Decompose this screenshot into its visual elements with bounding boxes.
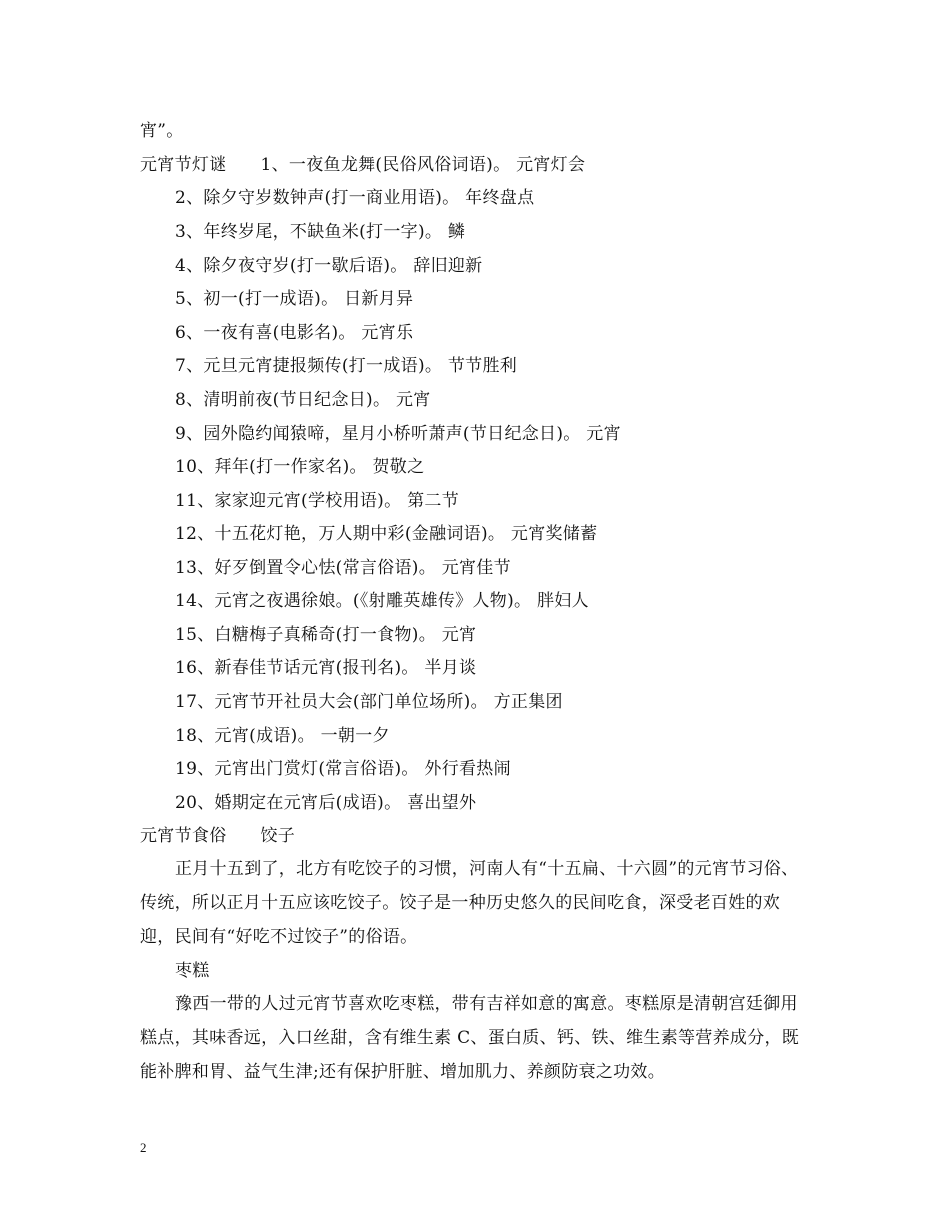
riddle-item: 19、元宵出门赏灯(常言俗语)。 外行看热闹 — [175, 759, 511, 779]
riddle-item: 12、十五花灯艳，万人期中彩(金融词语)。 元宵奖储蓄 — [175, 524, 598, 544]
riddle-item: 4、除夕夜守岁(打一歇后语)。 辞旧迎新 — [175, 256, 483, 276]
page-number: 2 — [140, 1140, 147, 1155]
paragraph-dumplings — [140, 852, 812, 954]
riddle-item: 16、新春佳节话元宵(报刊名)。 半月谈 — [175, 658, 477, 678]
riddle-item: 3、年终岁尾，不缺鱼米(打一字)。 鳞 — [175, 222, 466, 242]
riddle-item: 14、元宵之夜遇徐娘。(《射雕英雄传》人物)。 胖妇人 — [175, 591, 589, 611]
continued-text-line: 宵”。 — [140, 121, 184, 141]
riddle-item: 9、园外隐约闻猿啼，星月小桥听萧声(节日纪念日)。 元宵 — [175, 424, 621, 444]
riddle-item: 13、好歹倒置令心怯(常言俗语)。 元宵佳节 — [175, 558, 511, 578]
riddle-item: 17、元宵节开社员大会(部门单位场所)。 方正集团 — [175, 692, 563, 712]
riddle-item: 2、除夕守岁数钟声(打一商业用语)。 年终盘点 — [175, 188, 535, 208]
food-heading-line — [140, 825, 295, 847]
riddle-item: 7、元旦元宵捷报频传(打一成语)。 节节胜利 — [175, 356, 518, 376]
paragraph-text: 豫西一带的人过元宵节喜欢吃枣糕，带有吉祥如意的寓意。枣糕原是清朝宫廷御用糕点，其味香远，入口丝甜，含有维生素 C、蛋白质、钙、铁、维生素等营养成分，既能补脾和胃、益气生津;还有保护肝脏、增加肌力、养颜防衰之功效。 — [140, 994, 800, 1082]
food-title-dumplings: 饺子 — [260, 826, 296, 846]
paragraph-text: 正月十五到了，北方有吃饺子的习惯，河南人有“十五扁、十六圆”的元宵节习俗、传统，所以正月十五应该吃饺子。饺子是一种历史悠久的民间吃食，深受老百姓的欢迎，民间有“好吃不过饺子”的俗语。 — [140, 859, 799, 947]
riddle-item: 11、家家迎元宵(学校用语)。 第二节 — [175, 491, 459, 511]
riddle-item: 20、婚期定在元宵后(成语)。 喜出望外 — [175, 793, 477, 813]
riddle-heading-line — [140, 154, 585, 176]
riddle-item: 8、清明前夜(节日纪念日)。 元宵 — [175, 390, 431, 410]
riddle-item: 1、一夜鱼龙舞(民俗风俗词语)。 元宵灯会 — [260, 155, 586, 175]
food-title-jujube-cake: 枣糕 — [175, 961, 210, 981]
riddle-item: 15、白糖梅子真稀奇(打一食物)。 元宵 — [175, 625, 477, 645]
riddle-item: 18、元宵(成语)。 一朝一夕 — [175, 726, 390, 746]
section-heading-food: 元宵节食俗 — [140, 826, 227, 846]
paragraph-jujube-cake — [140, 987, 812, 1089]
riddle-item: 10、拜年(打一作家名)。 贺敬之 — [175, 457, 425, 477]
riddle-item: 6、一夜有喜(电影名)。 元宵乐 — [175, 323, 414, 343]
section-heading-riddles: 元宵节灯谜 — [140, 155, 227, 175]
riddle-item: 5、初一(打一成语)。 日新月异 — [175, 289, 414, 309]
